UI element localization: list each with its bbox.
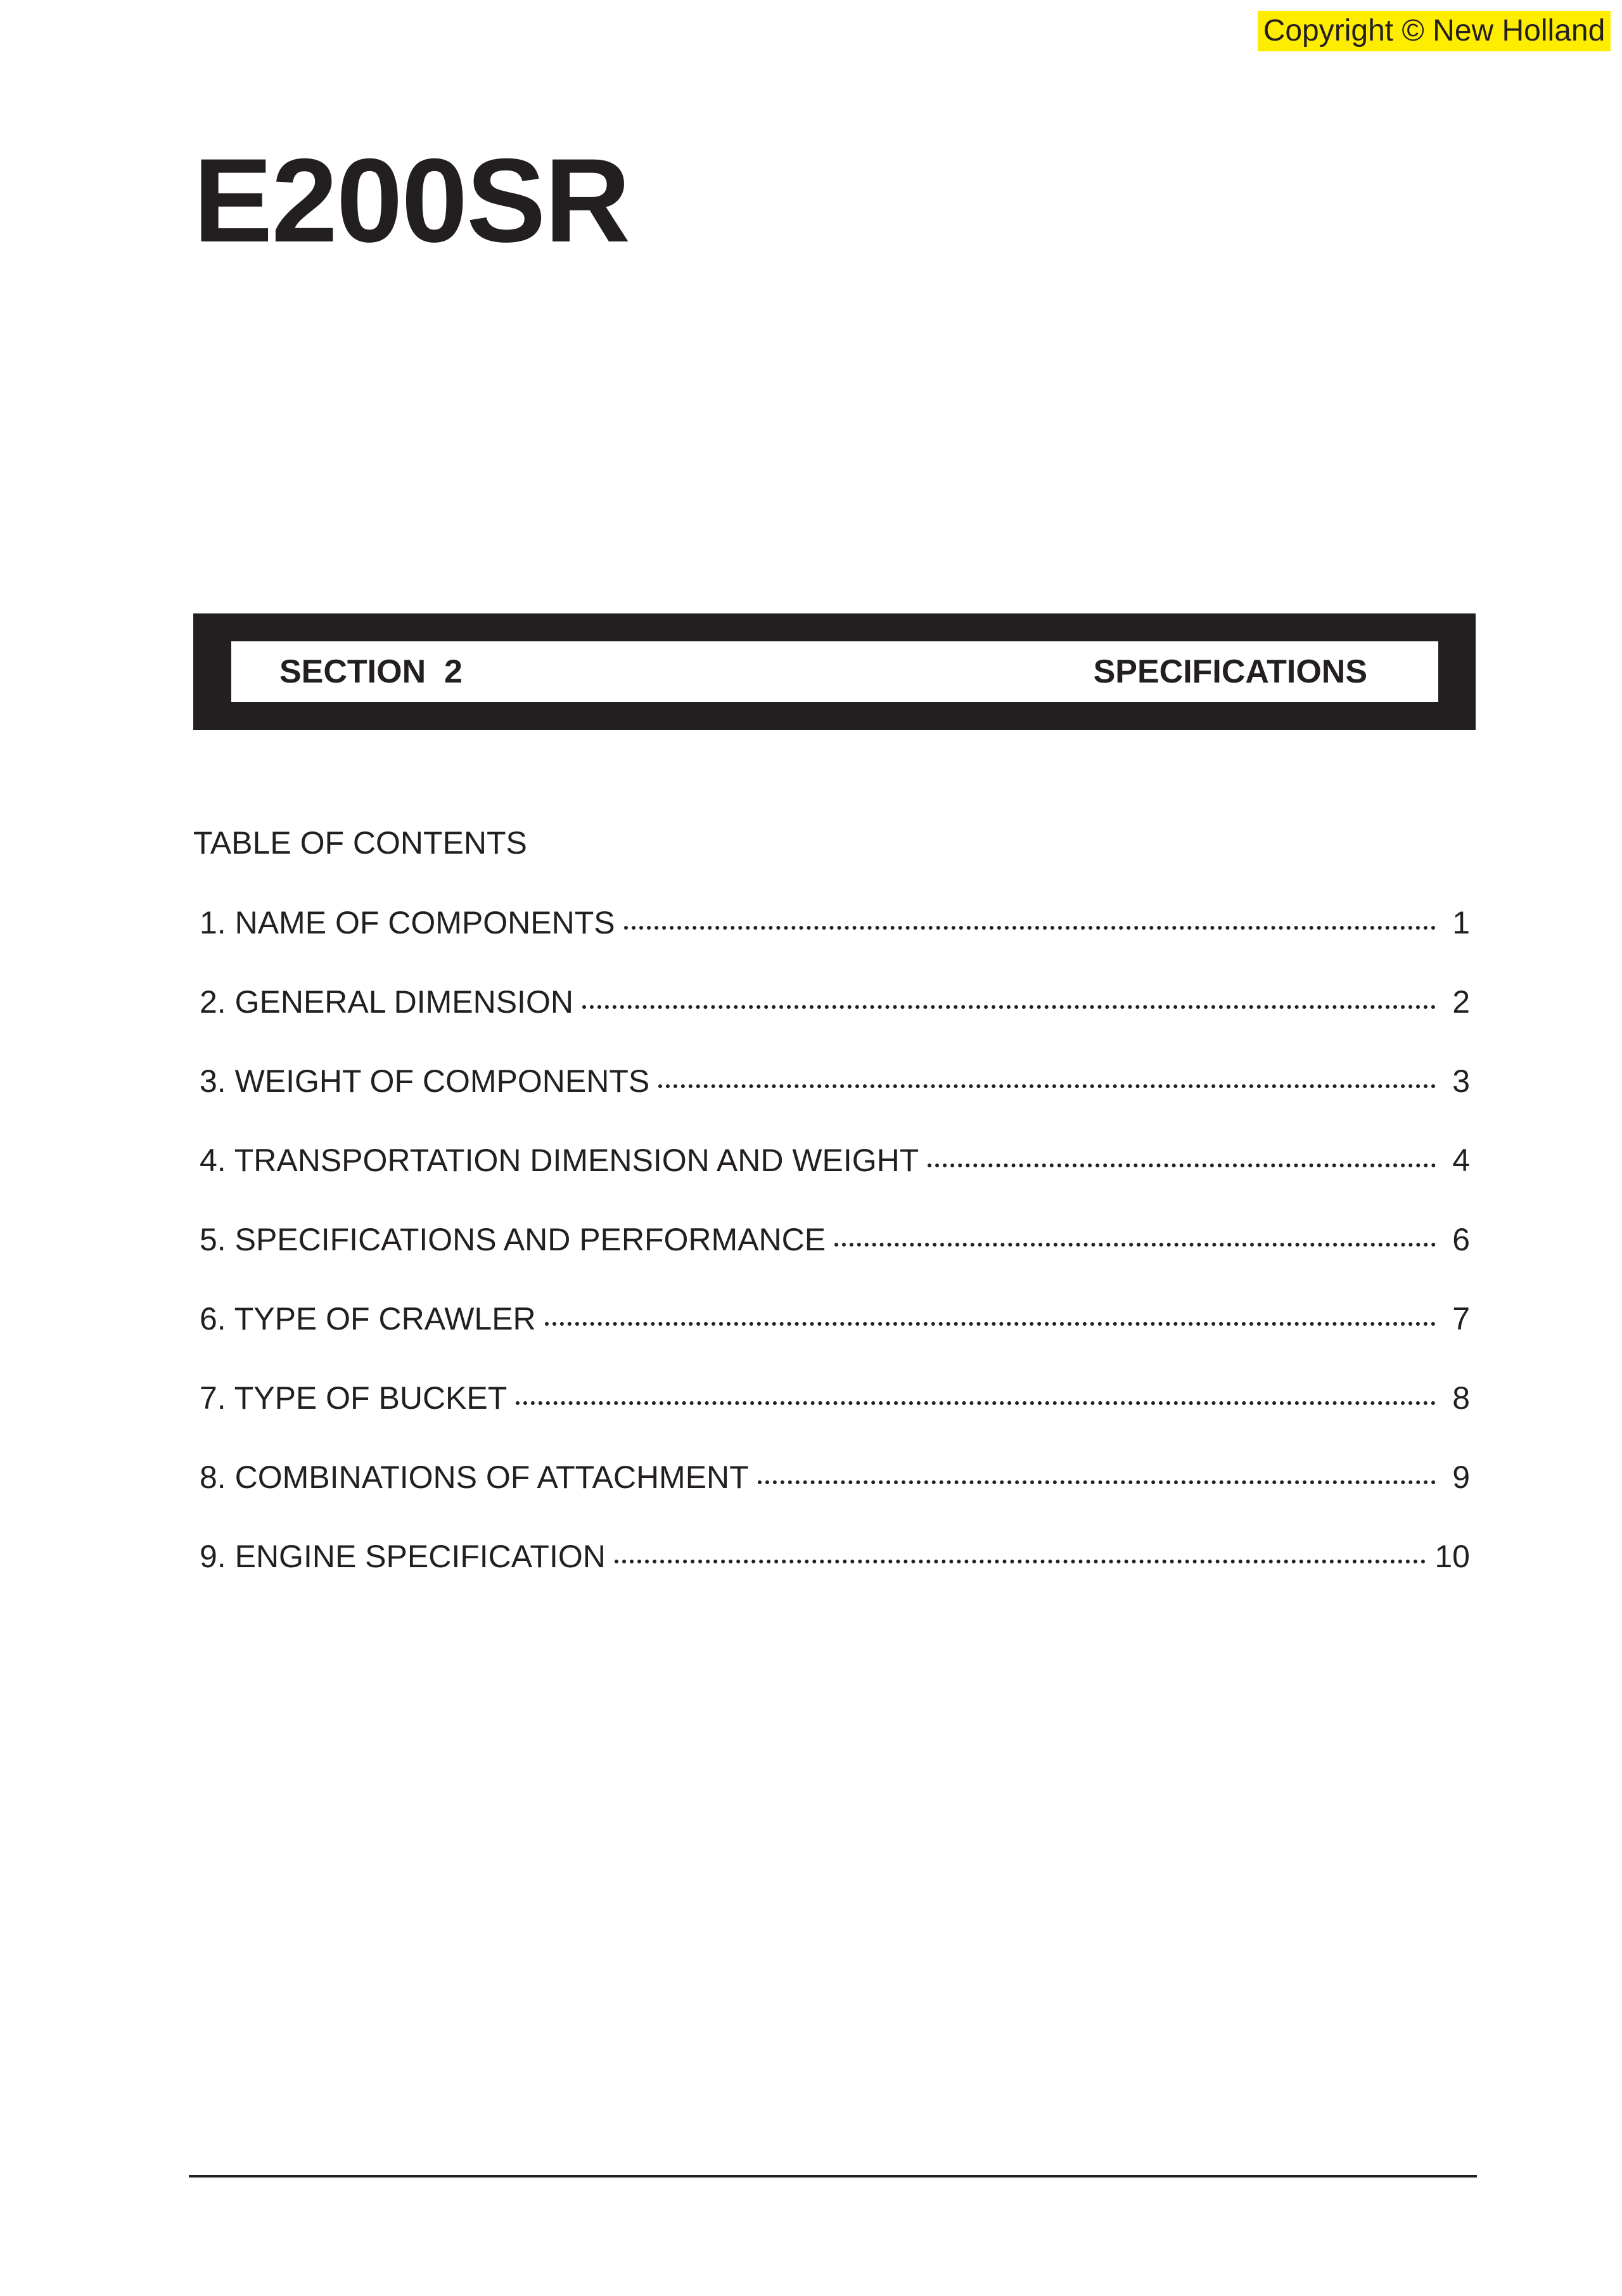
section-number: SECTION 2 [279, 653, 463, 690]
toc-item-label: 6. TYPE OF CRAWLER [200, 1301, 536, 1337]
toc-item-page: 1 [1452, 905, 1470, 940]
toc-item-label: 4. TRANSPORTATION DIMENSION AND WEIGHT [200, 1143, 919, 1178]
toc-item-page: 8 [1452, 1380, 1470, 1416]
toc-item-label: 3. WEIGHT OF COMPONENTS [200, 1063, 650, 1099]
section-title: SPECIFICATIONS [1093, 653, 1367, 690]
toc-item[interactable] [200, 1536, 1470, 1615]
toc-item[interactable] [200, 1140, 1470, 1219]
toc-dot-leader [516, 1401, 1436, 1405]
toc-item-label: 5. SPECIFICATIONS AND PERFORMANCE [200, 1222, 826, 1257]
model-title: E200SR [193, 134, 630, 267]
copyright-notice: Copyright © New Holland [1258, 11, 1611, 51]
toc-dot-leader [545, 1322, 1436, 1326]
toc-dot-leader [834, 1243, 1436, 1247]
toc-item-page: 6 [1452, 1222, 1470, 1257]
toc-item[interactable] [200, 902, 1470, 982]
toc-dot-leader [658, 1084, 1436, 1088]
toc-item-page: 10 [1434, 1539, 1470, 1574]
toc-item-page: 4 [1452, 1143, 1470, 1178]
toc-item-label: 9. ENGINE SPECIFICATION [200, 1539, 606, 1574]
footer-divider [189, 2175, 1477, 2177]
toc-list [200, 902, 1470, 1615]
toc-item-label: 8. COMBINATIONS OF ATTACHMENT [200, 1459, 749, 1495]
toc-item-page: 2 [1452, 984, 1470, 1020]
toc-item-page: 9 [1452, 1459, 1470, 1495]
toc-item[interactable] [200, 1299, 1470, 1378]
toc-dot-leader [758, 1480, 1436, 1484]
toc-item[interactable] [200, 982, 1470, 1061]
toc-item-label: 2. GENERAL DIMENSION [200, 984, 573, 1020]
toc-item[interactable] [200, 1219, 1470, 1299]
toc-item[interactable] [200, 1457, 1470, 1536]
toc-item-page: 3 [1452, 1063, 1470, 1099]
toc-dot-leader [928, 1164, 1436, 1167]
toc-dot-leader [582, 1005, 1436, 1009]
toc-item[interactable] [200, 1061, 1470, 1140]
toc-dot-leader [624, 926, 1436, 930]
section-banner [193, 613, 1476, 730]
toc-item-page: 7 [1452, 1301, 1470, 1337]
toc-dot-leader [615, 1560, 1426, 1563]
section-banner-inner [231, 641, 1438, 702]
toc-item-label: 1. NAME OF COMPONENTS [200, 905, 615, 940]
toc-item-label: 7. TYPE OF BUCKET [200, 1380, 508, 1416]
toc-heading: TABLE OF CONTENTS [193, 825, 527, 861]
toc-item[interactable] [200, 1378, 1470, 1457]
